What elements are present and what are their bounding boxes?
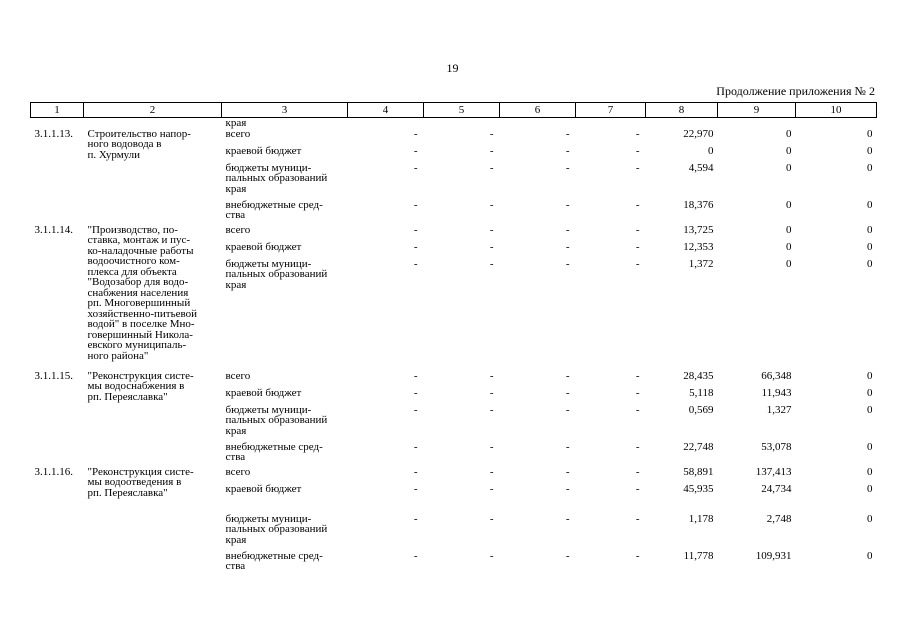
dash-cell: -: [565, 482, 570, 495]
dash-cell: -: [489, 403, 494, 416]
dash-cell: -: [489, 369, 494, 382]
page-number: 19: [446, 61, 459, 75]
value-col-10: 0: [867, 223, 873, 236]
value-col-10: 0: [867, 144, 873, 157]
continuation-label: Продолжение приложения № 2: [716, 84, 875, 98]
dash-cell: -: [635, 549, 640, 562]
item-title: Строительство напор- ного водовода в п. Хурмули: [87, 127, 191, 161]
dash-cell: -: [635, 127, 640, 140]
value-col-10: 0: [867, 386, 873, 399]
value-col-8: 0,569: [688, 403, 714, 416]
table-row: [31, 129, 877, 146]
funding-source: краевой бюджет: [225, 240, 302, 253]
dash-cell: -: [635, 386, 640, 399]
dash-cell: -: [635, 403, 640, 416]
value-col-10: 0: [867, 240, 873, 253]
header-cell: 6: [500, 103, 576, 118]
dash-cell: -: [565, 223, 570, 236]
dash-cell: -: [489, 257, 494, 270]
value-col-8: 58,891: [683, 465, 714, 478]
dash-cell: -: [635, 257, 640, 270]
value-col-8: 0: [708, 144, 714, 157]
funding-source: краевой бюджет: [225, 482, 302, 495]
value-col-10: 0: [867, 512, 873, 525]
dash-cell: -: [565, 386, 570, 399]
funding-source: внебюджетные сред- ства: [225, 440, 323, 463]
value-col-10: 0: [867, 440, 873, 453]
value-col-10: 0: [867, 198, 873, 211]
funding-source: краевой бюджет: [225, 386, 302, 399]
value-col-10: 0: [867, 161, 873, 174]
dash-cell: -: [489, 440, 494, 453]
dash-cell: -: [413, 512, 418, 525]
dash-cell: -: [565, 240, 570, 253]
header-cell: 1: [31, 103, 84, 118]
item-code: 3.1.1.16.: [34, 465, 73, 478]
funding-source: всего: [225, 223, 251, 236]
funding-source: краевой бюджет: [225, 144, 302, 157]
dash-cell: -: [635, 440, 640, 453]
dash-cell: -: [635, 482, 640, 495]
carry-over-text: края: [225, 117, 247, 129]
dash-cell: -: [565, 144, 570, 157]
funding-source: внебюджетные сред- ства: [225, 549, 323, 572]
value-col-9: 0: [786, 161, 792, 174]
value-col-9: 66,348: [761, 369, 792, 382]
dash-cell: -: [635, 144, 640, 157]
value-col-9: 24,734: [761, 482, 792, 495]
header-cell: 8: [646, 103, 718, 118]
dash-cell: -: [635, 369, 640, 382]
dash-cell: -: [565, 549, 570, 562]
value-col-10: 0: [867, 465, 873, 478]
dash-cell: -: [565, 465, 570, 478]
item-title: "Производство, по- ставка, монтаж и пус- ко-наладочные работы водоочистного ком- плекса для объекта "Водозабор для водо- снабжения населения рп. Многовершинный хозяйственно-питьевой водой" в поселке Мно- говершинный Никола- евского муниципаль- ного района": [87, 223, 197, 362]
funding-source: всего: [225, 127, 251, 140]
dash-cell: -: [413, 144, 418, 157]
value-col-9: 2,748: [766, 512, 792, 525]
funding-source: бюджеты муници- пальных образований края: [225, 161, 328, 195]
dash-cell: -: [565, 257, 570, 270]
funding-source: бюджеты муници- пальных образований края: [225, 257, 328, 291]
dash-cell: -: [413, 127, 418, 140]
dash-cell: -: [565, 369, 570, 382]
dash-cell: -: [565, 127, 570, 140]
header-cell: 7: [576, 103, 646, 118]
value-col-9: 53,078: [761, 440, 792, 453]
value-col-8: 11,778: [683, 549, 714, 562]
header-cell: 9: [718, 103, 796, 118]
dash-cell: -: [489, 161, 494, 174]
dash-cell: -: [635, 161, 640, 174]
value-col-8: 12,353: [683, 240, 714, 253]
value-col-10: 0: [867, 127, 873, 140]
dash-cell: -: [635, 512, 640, 525]
header-cell: 5: [424, 103, 500, 118]
header-cell: 4: [348, 103, 424, 118]
value-col-10: 0: [867, 482, 873, 495]
dash-cell: -: [413, 403, 418, 416]
value-col-10: 0: [867, 403, 873, 416]
dash-cell: -: [413, 440, 418, 453]
value-col-10: 0: [867, 549, 873, 562]
dash-cell: -: [489, 144, 494, 157]
dash-cell: -: [635, 198, 640, 211]
item-title: "Реконструкция систе- мы водоснабжения в рп. Переяславка": [87, 369, 194, 403]
value-col-9: 0: [786, 240, 792, 253]
value-col-9: 11,943: [761, 386, 792, 399]
value-col-8: 18,376: [683, 198, 714, 211]
dash-cell: -: [489, 240, 494, 253]
dash-cell: -: [413, 257, 418, 270]
value-col-8: 45,935: [683, 482, 714, 495]
value-col-9: 0: [786, 144, 792, 157]
item-title: "Реконструкция систе- мы водоотведения в рп. Переяславка": [87, 465, 194, 499]
dash-cell: -: [413, 369, 418, 382]
value-col-8: 13,725: [683, 223, 714, 236]
dash-cell: -: [635, 465, 640, 478]
dash-cell: -: [413, 386, 418, 399]
value-col-8: 1,178: [688, 512, 714, 525]
item-code: 3.1.1.13.: [34, 127, 73, 140]
dash-cell: -: [413, 465, 418, 478]
carry-over-row: [31, 118, 877, 129]
appendix-table: [30, 102, 877, 576]
value-col-8: 4,594: [688, 161, 714, 174]
value-col-10: 0: [867, 257, 873, 270]
dash-cell: -: [489, 198, 494, 211]
item-code: 3.1.1.14.: [34, 223, 73, 236]
value-col-8: 1,372: [688, 257, 714, 270]
funding-source: всего: [225, 369, 251, 382]
funding-source: бюджеты муници- пальных образований края: [225, 512, 328, 546]
dash-cell: -: [489, 512, 494, 525]
funding-source: всего: [225, 465, 251, 478]
dash-cell: -: [565, 198, 570, 211]
table-row: [31, 371, 877, 388]
value-col-9: 109,931: [755, 549, 792, 562]
value-col-8: 22,970: [683, 127, 714, 140]
dash-cell: -: [635, 223, 640, 236]
dash-cell: -: [489, 549, 494, 562]
dash-cell: -: [413, 223, 418, 236]
value-col-9: 137,413: [755, 465, 792, 478]
value-col-8: 5,118: [689, 386, 714, 399]
value-col-9: 0: [786, 198, 792, 211]
dash-cell: -: [489, 127, 494, 140]
item-code: 3.1.1.15.: [34, 369, 73, 382]
dash-cell: -: [489, 223, 494, 236]
dash-cell: -: [413, 161, 418, 174]
funding-source: внебюджетные сред- ства: [225, 198, 323, 221]
value-col-9: 0: [786, 127, 792, 140]
dash-cell: -: [565, 161, 570, 174]
header-cell: 10: [796, 103, 877, 118]
funding-source: бюджеты муници- пальных образований края: [225, 403, 328, 437]
value-col-10: 0: [867, 369, 873, 382]
dash-cell: -: [413, 240, 418, 253]
dash-cell: -: [565, 440, 570, 453]
dash-cell: -: [413, 482, 418, 495]
value-col-8: 22,748: [683, 440, 714, 453]
value-col-8: 28,435: [683, 369, 714, 382]
table-row: [31, 467, 877, 484]
dash-cell: -: [565, 403, 570, 416]
dash-cell: -: [565, 512, 570, 525]
dash-cell: -: [413, 198, 418, 211]
header-cell: 3: [222, 103, 348, 118]
dash-cell: -: [489, 386, 494, 399]
header-cell: 2: [84, 103, 222, 118]
value-col-9: 0: [786, 223, 792, 236]
dash-cell: -: [413, 549, 418, 562]
dash-cell: -: [489, 465, 494, 478]
header-row: [31, 103, 877, 118]
value-col-9: 0: [786, 257, 792, 270]
value-col-9: 1,327: [766, 403, 792, 416]
table-row: [31, 225, 877, 242]
dash-cell: -: [489, 482, 494, 495]
dash-cell: -: [635, 240, 640, 253]
